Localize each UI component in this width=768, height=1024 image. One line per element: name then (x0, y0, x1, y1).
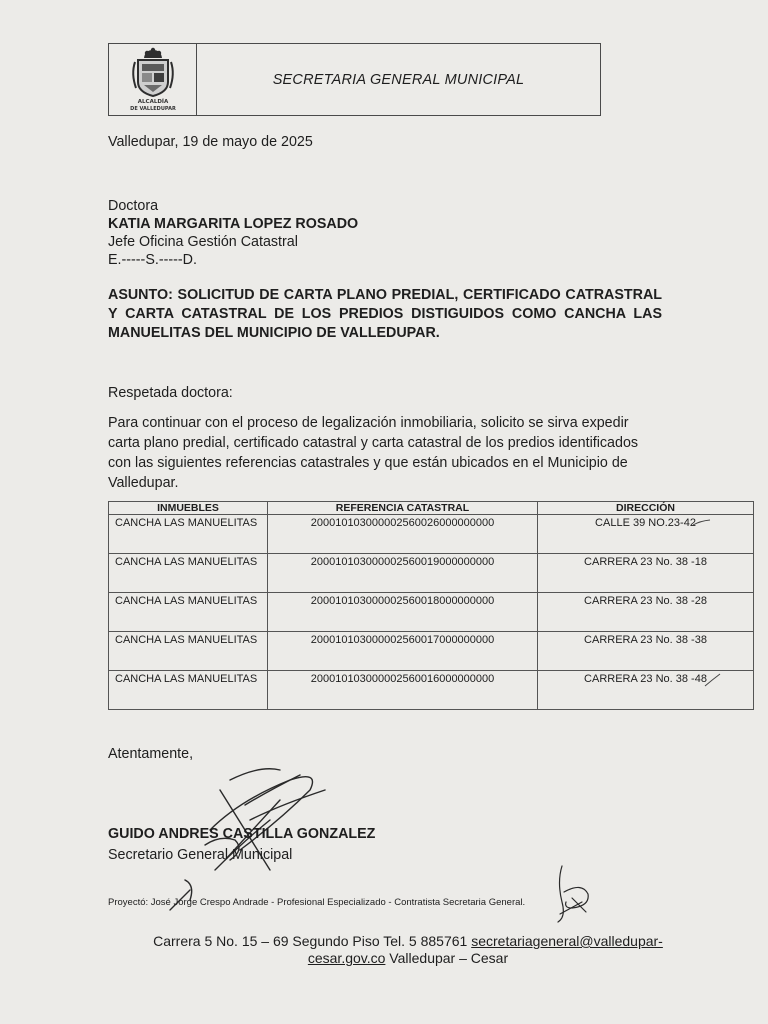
footer-email-link[interactable]: secretariageneral@valledupar- (471, 933, 663, 949)
cell-referencia: 200010103000002560018000000000 (268, 593, 538, 632)
cell-direccion: CARRERA 23 No. 38 -18 (538, 554, 754, 593)
logo-cell (109, 44, 197, 115)
signer-title: Secretario General Municipal (108, 847, 293, 863)
recipient-name: KATIA MARGARITA LOPEZ ROSADO (108, 216, 359, 232)
recipient-title: Doctora (108, 198, 159, 214)
footer-address: Carrera 5 No. 15 – 69 Segundo Piso Tel. 5 885761 (153, 933, 472, 949)
greeting: Respetada doctora: (108, 385, 233, 401)
cell-referencia: 200010103000002560019000000000 (268, 554, 538, 593)
logo-caption-line1: ALCALDÍA (137, 99, 169, 105)
footer-address-line (108, 933, 708, 949)
footer-email-link-cont[interactable]: cesar.gov.co (307, 950, 386, 966)
table-row (109, 554, 754, 593)
org-title: SECRETARIA GENERAL MUNICIPAL (272, 71, 525, 88)
cadastral-references-table (108, 501, 754, 710)
logo-caption-line2: DE VALLEDUPAR (130, 106, 176, 112)
recipient-position: Jefe Oficina Gestión Catastral (108, 234, 298, 250)
check-mark-icon (704, 672, 722, 688)
table-row (109, 632, 754, 671)
cell-referencia: 200010103000002560026000000000 (268, 515, 538, 554)
cell-direccion: CARRERA 23 No. 38 -38 (538, 632, 754, 671)
header-inmuebles: INMUEBLES (109, 502, 268, 515)
footer-city: Valledupar – Cesar (385, 950, 509, 966)
body-paragraph: Para continuar con el proceso de legalización inmobiliaria, solicito se sirva expedir carta plano predial, certificado catastral y carta catastral de los predios identificados con las siguientes referencias catastrales y que están ubicados en el Municipio de Valledupar. (108, 415, 639, 491)
cell-direccion: CARRERA 23 No. 38 -48 (538, 671, 754, 710)
date-line: Valledupar, 19 de mayo de 2025 (108, 134, 313, 150)
closing: Atentamente, (108, 746, 194, 762)
cell-inmueble: CANCHA LAS MANUELITAS (109, 632, 268, 671)
cell-inmueble: CANCHA LAS MANUELITAS (109, 515, 268, 554)
initials-mark (552, 862, 597, 924)
prepared-by-note: Proyectó: José Jorge Crespo Andrade - Profesional Especializado - Contratista Secretaria General. (108, 897, 526, 908)
subject: ASUNTO: SOLICITUD DE CARTA PLANO PREDIAL, CERTIFICADO CATRASTRAL Y CARTA CATASTRAL DE LOS PREDIOS DISTIGUIDOS COMO CANCHA LAS MANUELITAS DEL MUNICIPIO DE VALLEDUPAR. (108, 287, 662, 341)
cell-direccion: CARRERA 23 No. 38 -28 (538, 593, 754, 632)
footer-city-line (108, 950, 708, 966)
cell-referencia: 200010103000002560017000000000 (268, 632, 538, 671)
letterhead-box (108, 43, 601, 116)
table-row (109, 593, 754, 632)
table-row (109, 671, 754, 710)
cell-inmueble: CANCHA LAS MANUELITAS (109, 554, 268, 593)
header-referencia-catastral: REFERENCIA CATASTRAL (268, 502, 538, 515)
table-header-row (109, 502, 754, 515)
signer-name: GUIDO ANDRES CASTILLA GONZALEZ (108, 826, 376, 842)
cell-direccion: CALLE 39 NO.23-42 (538, 515, 754, 554)
cell-inmueble: CANCHA LAS MANUELITAS (109, 593, 268, 632)
check-mark-icon (692, 518, 712, 528)
cell-referencia: 200010103000002560016000000000 (268, 671, 538, 710)
header-direccion: DIRECCIÓN (538, 502, 754, 515)
recipient-delivery: E.-----S.-----D. (108, 252, 197, 268)
table-row (109, 515, 754, 554)
cell-inmueble: CANCHA LAS MANUELITAS (109, 671, 268, 710)
